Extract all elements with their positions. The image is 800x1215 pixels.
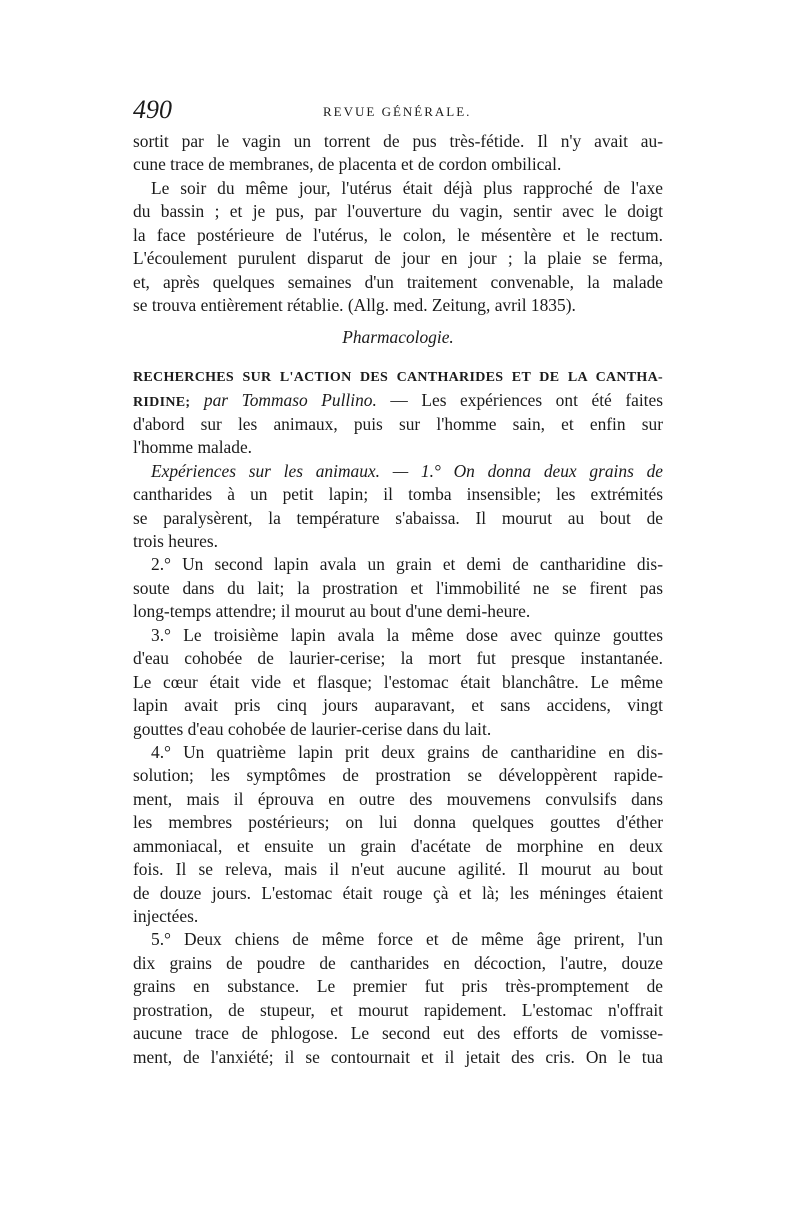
text-line: d'abord sur les animaux, puis sur l'homme sain, et enfin sur (133, 413, 663, 434)
text-line: cantharides à un petit lapin; il tomba insensible; les extrémités (133, 484, 663, 505)
text-line: Le cœur était vide et flasque; l'estomac était blanchâtre. Le même (133, 671, 663, 692)
text-line: ment, de l'anxiété; il se contournait et il jetait des cris. On le tua (133, 1046, 663, 1067)
experiment-one-first-line (133, 460, 663, 483)
text-line: ammoniacal, et ensuite un grain d'acétate de morphine en deux (133, 835, 663, 856)
text-line: Le soir du même jour, l'utérus était déjà plus rapproché de l'axe (151, 177, 663, 198)
text-line: gouttes d'eau cohobée de laurier-cerise dans du lait. (133, 718, 492, 739)
running-head: REVUE GÉNÉRALE. (323, 104, 472, 119)
text-line: aucune trace de phlogose. Le second eut des efforts de vomisse- (133, 1023, 663, 1044)
text-line: les membres postérieurs; on lui donna quelques gouttes d'éther (133, 812, 663, 833)
text-line: fois. Il se releva, mais il n'eut aucune agilité. Il mourut au bout (133, 859, 663, 880)
article-pharmacologie (133, 366, 663, 1069)
article-title-continuation: — Les expériences ont été faites (390, 390, 663, 411)
text-line: injectées. (133, 906, 199, 926)
text-line: ment, mais il éprouva en outre des mouvemens convulsifs dans (133, 788, 663, 809)
text-line: grains en substance. Le premier fut pris très-promptement de (133, 976, 663, 997)
text-line: lapin avait pris cinq jours auparavant, et sans accidens, vingt (133, 695, 663, 716)
text-line: cune trace de membranes, de placenta et de cordon ombilical. (133, 154, 562, 175)
spacer (133, 318, 663, 326)
article-title-line-2 (133, 389, 663, 412)
text-line: sortit par le vagin un torrent de pus très-fétide. Il n'y avait au- (133, 131, 663, 151)
section-title: Pharmacologie. (342, 326, 454, 347)
spacer (133, 349, 663, 366)
text-line: et, après quelques semaines d'un traitement convenable, la malade (133, 271, 663, 292)
text-line: d'eau cohobée de laurier-cerise; la mort fut presque instantanée. (133, 648, 663, 669)
text-line: du bassin ; et je pus, par l'ouverture du vagin, sentir avec le doigt (133, 201, 663, 222)
article-title-line-1: RECHERCHES SUR L'ACTION DES CANTHARIDES ET DE LA CANTHA- (133, 369, 663, 385)
text-line: 3.° Le troisième lapin avala la même dose avec quinze gouttes (151, 624, 663, 645)
text-line: la face postérieure de l'utérus, le colon, le mésentère et le rectum. (133, 224, 663, 245)
article-author: par Tommaso Pullino. (203, 390, 377, 411)
text-line: se paralysèrent, la température s'abaissa. Il mourut au bout de (133, 507, 663, 528)
text-line: se trouva entièrement rétablie. (Allg. med. Zeitung, avril 1835). (133, 295, 576, 316)
page-text (133, 130, 663, 1069)
page-number: 490 (133, 95, 172, 124)
article-title-word: RIDINE; (133, 395, 191, 411)
text-line: 5.° Deux chiens de même force et de même âge prirent, l'un (151, 929, 663, 950)
experiment-heading: Expériences sur les animaux. — 1.° On donna deux grains de (151, 460, 663, 481)
text-line: L'écoulement purulent disparut de jour en jour ; la plaie se ferma, (133, 248, 663, 269)
text-line: dix grains de poudre de cantharides en décoction, l'autre, douze (133, 952, 663, 973)
paragraph-one (133, 130, 663, 177)
text-line: long-temps attendre; il mourut au bout d'une demi-heure. (133, 601, 531, 622)
text-line: solution; les symptômes de prostration se développèrent rapide- (133, 765, 663, 786)
text-line: trois heures. (133, 531, 219, 551)
text-line: 2.° Un second lapin avala un grain et demi de cantharidine dis- (151, 554, 663, 575)
page-header (133, 96, 663, 126)
text-line: de douze jours. L'estomac était rouge çà et là; les méninges étaient (133, 882, 663, 903)
text-line: l'homme malade. (133, 437, 253, 458)
text-line: prostration, de stupeur, et mourut rapidement. L'estomac n'offrait (133, 999, 663, 1020)
text-line: 4.° Un quatrième lapin prit deux grains de cantharidine en dis- (151, 741, 663, 762)
paragraph-two (133, 177, 663, 318)
text-line: soute dans du lait; la prostration et l'immobilité ne se firent pas (133, 577, 663, 598)
